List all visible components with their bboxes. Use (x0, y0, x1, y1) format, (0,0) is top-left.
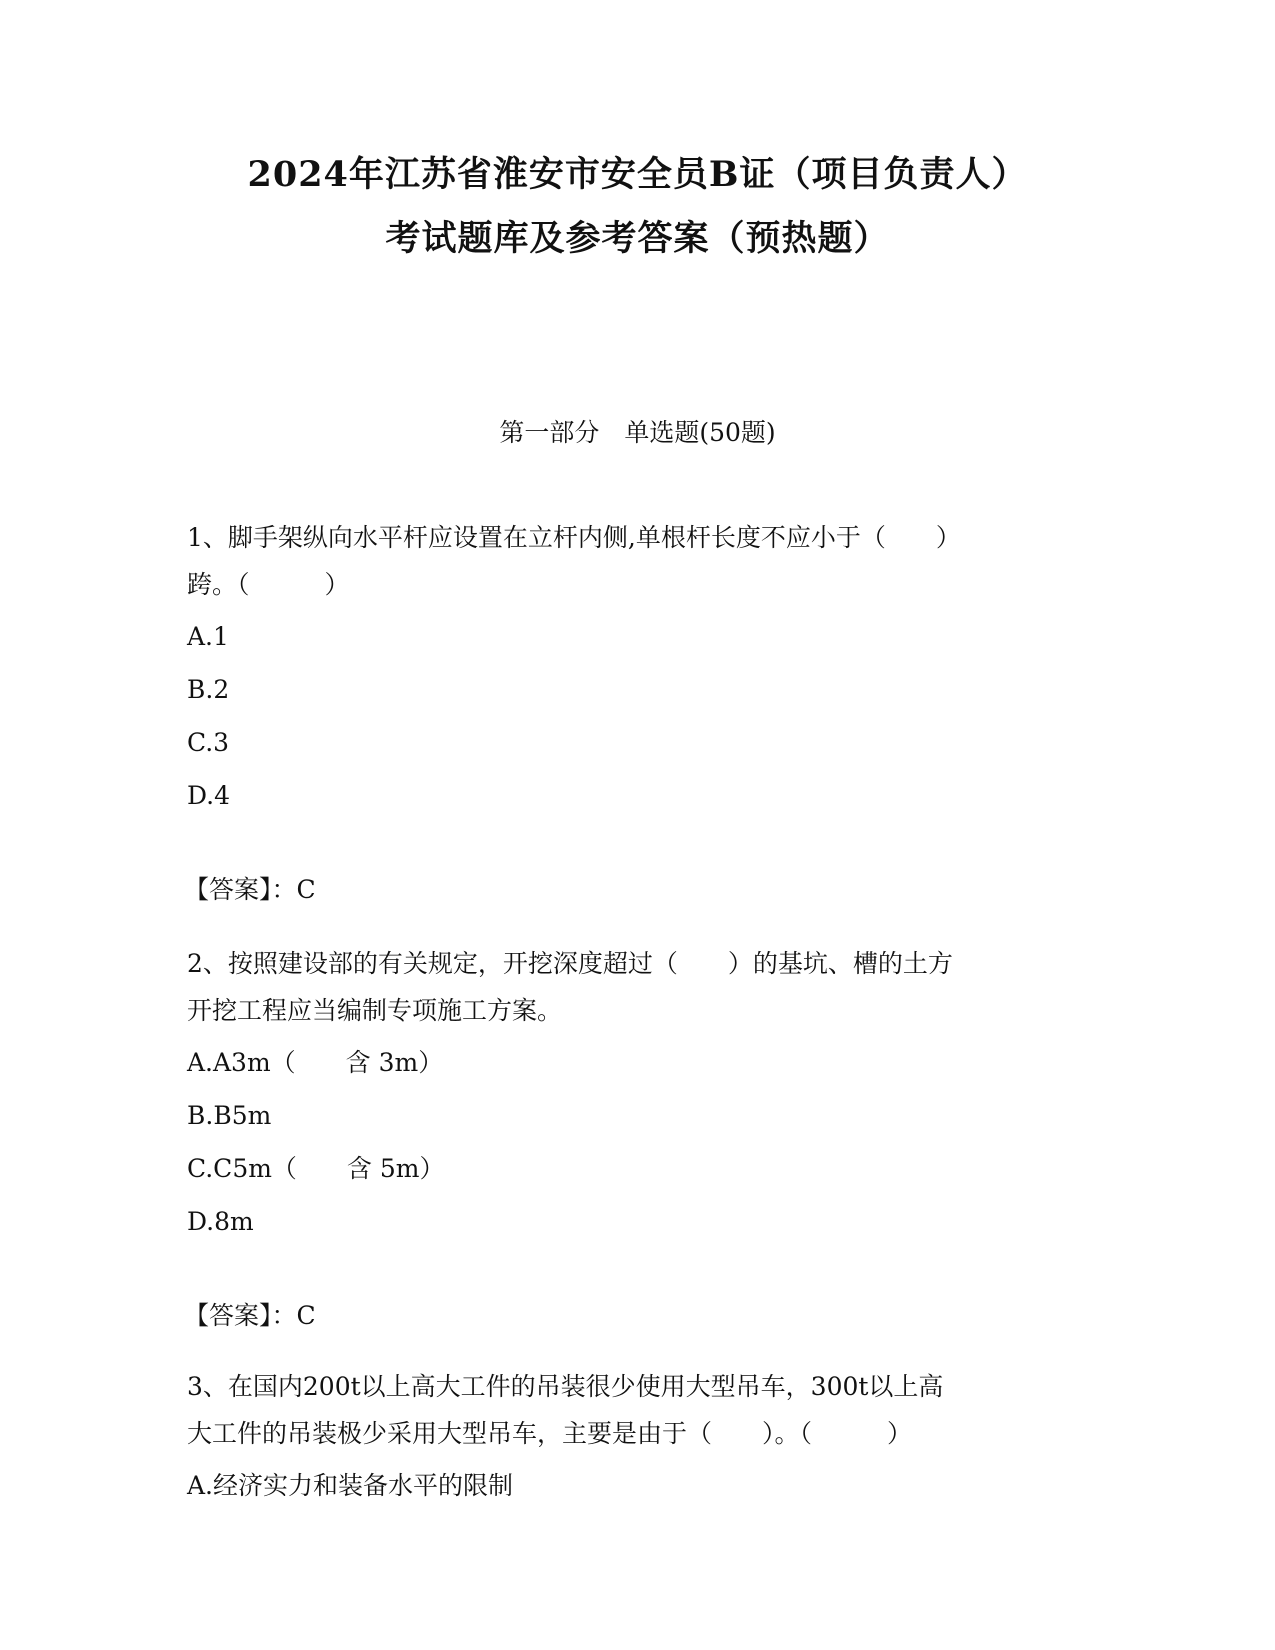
document-title-line-2: 考试题库及参考答案（预热题） (385, 218, 890, 259)
option-b: B.B5m (187, 1101, 272, 1130)
option-c: C.3 (187, 728, 230, 757)
question-3 (187, 1363, 1067, 1509)
option-a: A.经济实力和装备水平的限制 (187, 1471, 514, 1500)
option-a: A.1 (187, 622, 229, 651)
question-1 (184, 514, 1067, 913)
document-title-line-1: 2024年江苏省淮安市安全员B证（项目负责人） (247, 154, 1028, 195)
answer-label: 【答案】：C (184, 1301, 316, 1330)
question-stem: 1、脚手架纵向水平杆应设置在立杆内侧,单根杆长度不应小于（ ） (187, 523, 961, 552)
question-stem: 大工件的吊装极少采用大型吊车，主要是由于（ ）。（ ） (187, 1419, 913, 1448)
option-c: C.C5m（ 含 5m） (187, 1154, 445, 1183)
question-2 (184, 940, 1067, 1339)
option-d: D.4 (187, 781, 231, 810)
question-stem: 3、在国内200t以上高大工件的吊装很少使用大型吊车，300t以上高 (187, 1372, 944, 1401)
option-b: B.2 (187, 675, 230, 704)
option-a: A.A3m（ 含 3m） (187, 1048, 444, 1077)
question-stem: 开挖工程应当编制专项施工方案。 (187, 996, 563, 1025)
answer-label: 【答案】：C (184, 875, 316, 904)
question-stem: 跨。（ ） (187, 570, 350, 599)
option-d: D.8m (187, 1207, 254, 1236)
section-heading: 第一部分 单选题(50题) (499, 418, 776, 447)
question-stem: 2、按照建设部的有关规定，开挖深度超过（ ）的基坑、槽的土方 (187, 949, 953, 978)
